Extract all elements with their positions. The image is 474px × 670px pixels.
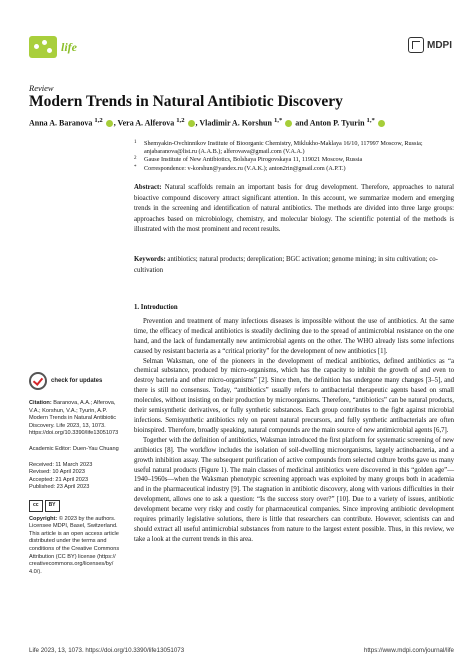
academic-editor: Academic Editor: Duen-Yau Chuang	[29, 445, 119, 452]
check-updates-icon	[29, 372, 47, 390]
author-affil: 1,*	[366, 117, 375, 124]
orcid-icon[interactable]	[188, 120, 195, 127]
by-badge: BY	[45, 500, 60, 512]
affiliation-item	[134, 156, 454, 164]
orcid-icon[interactable]	[285, 120, 292, 127]
publisher-logo	[408, 37, 452, 53]
cc-license-icon[interactable]	[29, 500, 60, 512]
citation-text: Baranova, A.A.; Alferova, V.A.; Korshun, V.A.; Tyurin, A.P. Modern Trends in Natural Antibiotic Discovery. Life 2023, 13, 1073. https://doi.org/10.3390/life13051073	[29, 400, 119, 437]
section-title: 1. Introduction	[134, 304, 178, 311]
body-paragraph: Selman Waksman, one of the pioneers in the development of medical antibiotics, defined antibiotics as “a chemical substance, produced by micro-organisms, which has the capacity to inhibit the growth of and even to destroy bacteria and other micro-organisms” [2]. Since then, the definition has undergone many changes [3–5], and there is still no consensus. Today, “antibiotics” usually refers to antibacterial therapeutic agents based on small molecules, without insisting on their production by microorganisms. Therefore, “antibiotics” can be natural products, their semisynthetic derivatives, or fully synthetic substances. Each group contributes to the fight against microbial infections. Semisynthetic antibiotics rely on parent natural precursors, and fully synthetic antibacterials are often bioinspired. Therefore, broadly speaking, natural compounds are the main source of new antimicrobial agents [6,7].	[134, 357, 454, 434]
citation-block	[29, 400, 125, 438]
revised-date: Revised: 10 April 2023	[29, 469, 85, 476]
affiliation-text: Correspondence: v-korshun@yandex.ru (V.A.K.); anton2rin@gmail.com (A.P.T.)	[144, 164, 346, 172]
article-title: Modern Trends in Natural Antibiotic Discovery	[29, 93, 343, 110]
received-date: Received: 11 March 2023	[29, 461, 93, 468]
affiliation-mark: 1	[134, 140, 137, 145]
published-date: Published: 23 April 2023	[29, 484, 90, 491]
life-logo-icon	[29, 36, 57, 58]
check-updates-label: check for updates	[51, 377, 103, 384]
check-updates-button[interactable]	[29, 372, 125, 390]
mdpi-icon	[408, 37, 424, 53]
article-type: Review	[29, 83, 54, 93]
publisher-name: MDPI	[427, 39, 452, 51]
journal-logo	[29, 36, 77, 58]
author-affil: 1,2	[94, 117, 103, 124]
affiliation-text: Shemyakin-Ovchinnikov Institute of Bioorganic Chemistry, Miklukho-Maklaya 16/10, 117997 Moscow, Russia; anjabaranova@list.ru (A.A.B.); alferovava@gmail.com (V.A.A.)	[144, 140, 423, 156]
orcid-icon[interactable]	[378, 120, 385, 127]
affiliation-mark: *	[134, 164, 137, 170]
journal-name: life	[61, 39, 77, 54]
footer-citation: Life 2023, 13, 1073. https://doi.org/10.3390/life13051073	[29, 647, 185, 654]
orcid-icon[interactable]	[106, 120, 113, 127]
copyright-block	[29, 516, 125, 577]
copyright-text: © 2023 by the authors. Licensee MDPI, Basel, Switzerland. This article is an open access article distributed under the terms and conditions of the Creative Commons Attribution (CC BY) license (https:// creativecommons.org/licenses/by/ 4.0/).	[29, 515, 120, 575]
author-name: Anton P. Tyurin	[309, 118, 365, 128]
affiliation-mark: 2	[134, 156, 137, 162]
affiliation-item	[134, 140, 454, 156]
author-name: Vera A. Alferova	[117, 118, 175, 128]
author-name: Anna A. Baranova	[29, 118, 93, 128]
affiliations	[134, 140, 454, 173]
abstract	[134, 183, 454, 236]
abstract-label: Abstract:	[134, 184, 162, 191]
footer-journal-link[interactable]: https://www.mdpi.com/journal/life	[363, 647, 454, 654]
affiliation-item	[134, 165, 454, 173]
cc-badge: cc	[29, 500, 43, 512]
affiliation-text: Gause Institute of New Antibiotics, Bolshaya Pirogovskaya 11, 119021 Moscow, Russia	[144, 156, 363, 164]
accepted-date: Accepted: 21 April 2023	[29, 476, 89, 483]
copyright-label: Copyright:	[29, 515, 58, 522]
author-affil: 1,*	[273, 117, 283, 124]
keywords-text: antibiotics; natural products; dereplication; BGC activation; genome mining; in situ cultivation; co-cultivation	[134, 256, 438, 274]
body-paragraph: Together with the definition of antibiotics, Waksman introduced the first platform for systematic screening of new antibiotics [8]. The workflow includes the isolation of soil-dwelling microorganisms, largely actinobacteria, and a growth inhibition assay. The subsequent purification of active compounds from selected culture broths gave us many useful natural products (Figure 1). The main classes of medicinal antibiotics were discovered in this “golden age”—1940–1960s—when the Waksman phenotypic screening approach was exploited by many groups both in academia and in the pharmaceutical industry [9]. The stagnation in antibiotic discovery, along with various difficulties in their development, allows one to ask a question: “Is the success story over?” [10]. Due to a variety of issues, antibiotic development became very risky and costly for pharmaceutical companies. Since improving antibiotic development requires primarily legislative solutions, there is little that researchers can contribute. However, scientists can and should extract all useful antimicrobial substances from nature to the largest extent possible. Thus, in this review, we take a look at the current trends in this area.	[134, 436, 454, 543]
keywords	[134, 255, 454, 276]
abstract-text: Natural scaffolds remain an important basis for drug development. Therefore, approaches to natural bioactive compound discovery attract significant attention. In this account, we summarize modern and emerging trends in the screening and identification of natural antibiotics. The methods are divided into three large groups: approaches based on microbiology, chemistry, and molecular biology. The scientific potential of the methods is illustrated with the most prominent and recent results.	[134, 184, 454, 233]
main-body	[134, 303, 454, 545]
dates-block	[29, 462, 125, 492]
author-affil: 1,2	[176, 117, 185, 124]
keywords-label: Keywords:	[134, 256, 166, 263]
article-sidebar	[29, 372, 125, 584]
page-footer	[29, 647, 454, 654]
citation-label: Citation:	[29, 400, 52, 406]
body-paragraph: Prevention and treatment of many infectious diseases is impossible without the use of antibiotics. At the same time, the efficacy of medical antibiotics is steadily declining due to the spread of antimicrobial resistance on the one hand, and the lack of fundamentally new antimicrobial agents on the other. The WHO already lists some infections caused by resistant bacteria as a “critical priority” for the development of new antibiotics [1].	[134, 317, 454, 355]
author-list: Anna A. Baranova $^{1,2}$ , Vera A. Alferova $^{1,2}$ , Vladimir A. Korshun $^{1,*}$ and Anton P. Tyurin $^{1,*}$	[29, 117, 386, 128]
author-name: Vladimir A. Korshun	[199, 118, 272, 128]
